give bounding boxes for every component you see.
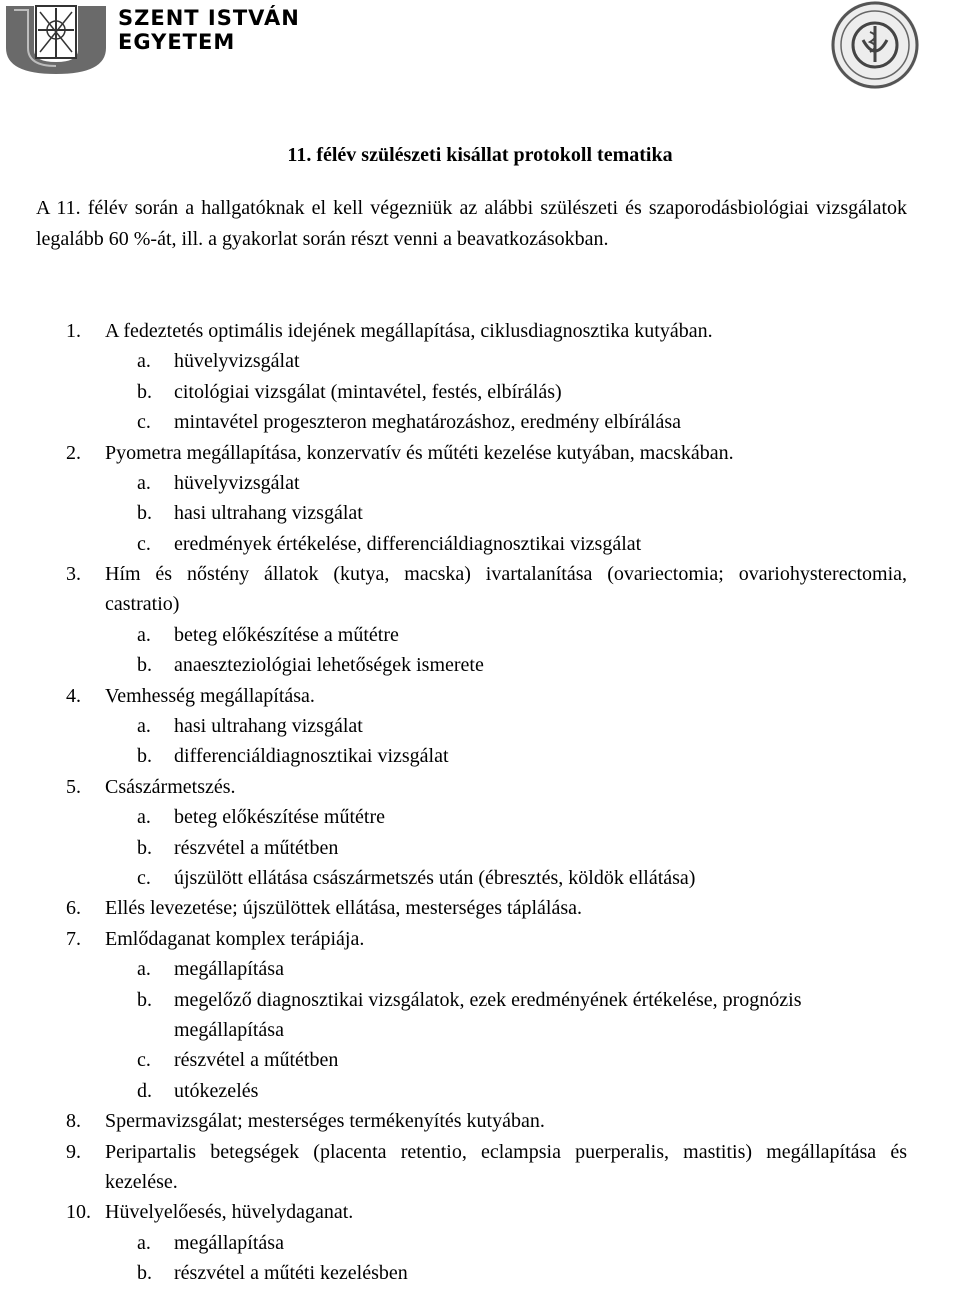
list-item-text: Ellés levezetése; újszülöttek ellátása, mesterséges táplálása. xyxy=(105,897,583,920)
sub-list-item-text: anaeszteziológiai lehetőségek ismerete xyxy=(174,654,484,677)
sub-list-item xyxy=(0,529,960,559)
sub-list-item-text: hasi ultrahang vizsgálat xyxy=(174,502,363,525)
sub-list-item-text: beteg előkészítése műtétre xyxy=(174,806,386,829)
list-item-number: 7. xyxy=(66,927,81,950)
document-title: 11. félév szülészeti kisállat protokoll tematika xyxy=(287,144,673,166)
list-item xyxy=(0,559,960,620)
list-item xyxy=(0,893,960,923)
sub-list-item-letter: b. xyxy=(137,745,152,768)
list-item xyxy=(0,924,960,954)
list-item xyxy=(0,1106,960,1136)
list-item-number: 1. xyxy=(66,320,81,342)
sub-list-item-text: megelőző diagnosztikai vizsgálatok, ezek eredményének értékelése, prognózis megállapítása xyxy=(174,988,802,1041)
university-name-line1: SZENT ISTVÁN xyxy=(118,6,300,30)
sub-list-item-letter: a. xyxy=(137,623,151,646)
list-item xyxy=(0,1197,960,1227)
sub-list-item-letter: c. xyxy=(137,1049,151,1072)
list-item-text: Peripartalis betegségek (placenta retentio, eclampsia puerperalis, mastitis) megállapítása és kezelése. xyxy=(105,1140,907,1193)
sub-list-item xyxy=(0,1228,960,1258)
sub-list-item-text: eredmények értékelése, differenciáldiagnosztikai vizsgálat xyxy=(174,532,642,555)
sub-list-item xyxy=(0,741,960,771)
sub-list-item-letter: d. xyxy=(137,1079,152,1102)
list-item xyxy=(0,438,960,468)
list-item-text: Vemhesség megállapítása. xyxy=(105,684,315,707)
list-item-number: 5. xyxy=(66,775,81,798)
sub-list-item xyxy=(0,1076,960,1106)
list-item-text: Spermavizsgálat; mesterséges termékenyítés kutyában. xyxy=(105,1110,545,1133)
sub-list-item-letter: c. xyxy=(137,867,151,890)
list-item xyxy=(0,681,960,711)
sub-list-item xyxy=(0,468,960,498)
sub-list-item-text: hüvelyvizsgálat xyxy=(174,471,300,494)
list-item-number: 2. xyxy=(66,441,81,464)
sub-list-item-letter: b. xyxy=(137,1262,152,1285)
list-item-text: Emlődaganat komplex terápiája. xyxy=(105,927,365,950)
sub-list-item-text: részvétel a műtétben xyxy=(174,1049,339,1072)
sub-list-item-letter: b. xyxy=(137,836,152,859)
sub-list-item-letter: a. xyxy=(137,806,151,829)
sub-list-item xyxy=(0,833,960,863)
sub-list-item-text: differenciáldiagnosztikai vizsgálat xyxy=(174,745,449,768)
sub-list-item-text: részvétel a műtéti kezelésben xyxy=(174,1262,408,1285)
sub-list-item-text: újszülött ellátása császármetszés után (ébresztés, köldök ellátása) xyxy=(174,867,696,890)
list-item xyxy=(0,1137,960,1198)
list-item-number: 10. xyxy=(66,1201,91,1224)
sub-list-item xyxy=(0,1258,960,1288)
sub-list-item-letter: b. xyxy=(137,380,152,403)
protocol-list xyxy=(0,316,960,1289)
sub-list-item-text: hüvelyvizsgálat xyxy=(174,350,300,373)
sub-list-item-text: megállapítása xyxy=(174,1231,284,1254)
sub-list-item-letter: c. xyxy=(137,411,151,434)
list-item-text: Császármetszés. xyxy=(105,775,236,798)
sub-list-item xyxy=(0,863,960,893)
sub-list-item xyxy=(0,407,960,437)
sub-list-item xyxy=(0,802,960,832)
sub-list-item-text: utókezelés xyxy=(174,1079,259,1102)
sub-list-item xyxy=(0,1045,960,1075)
sub-list-item-letter: c. xyxy=(137,532,151,555)
sub-list-item xyxy=(0,650,960,680)
list-item xyxy=(0,316,960,346)
list-item-text: Hím és nőstény állatok (kutya, macska) ivartalanítása (ovariectomia; ovariohysterectomia, castratio) xyxy=(105,563,907,616)
list-item-number: 6. xyxy=(66,897,81,920)
list-item xyxy=(0,772,960,802)
sub-list-item-letter: b. xyxy=(137,502,152,525)
page-header xyxy=(0,0,960,90)
university-name xyxy=(118,6,300,54)
sub-list-item xyxy=(0,377,960,407)
sub-list-item xyxy=(0,498,960,528)
list-item-number: 3. xyxy=(66,563,81,586)
list-item-text: Pyometra megállapítása, konzervatív és műtéti kezelése kutyában, macskában. xyxy=(105,441,734,464)
faculty-seal-icon xyxy=(790,0,960,90)
sub-list-item xyxy=(0,346,960,376)
sub-list-item-letter: a. xyxy=(137,471,151,494)
intro-paragraph: A 11. félév során a hallgatóknak el kell végezniük az alábbi szülészeti és szaporodásbiológiai vizsgálatok legalább 60 %-át, ill. a gyakorlat során részt venni a beavatkozásokban. xyxy=(36,197,907,250)
sub-list-item-letter: a. xyxy=(137,958,151,981)
sub-list-item-text: megállapítása xyxy=(174,958,284,981)
university-logo-icon xyxy=(4,4,108,74)
sub-list-item-letter: a. xyxy=(137,350,151,373)
sub-list-item xyxy=(0,711,960,741)
sub-list-item-letter: a. xyxy=(137,715,151,738)
list-item-number: 9. xyxy=(66,1140,81,1163)
sub-list-item xyxy=(0,985,960,1046)
list-item-number: 4. xyxy=(66,684,81,707)
sub-list-item-text: mintavétel progeszteron meghatározáshoz, eredmény elbírálása xyxy=(174,411,681,434)
list-item-text: Hüvelyelőesés, hüvelydaganat. xyxy=(105,1201,354,1224)
list-item-number: 8. xyxy=(66,1110,81,1133)
sub-list-item xyxy=(0,620,960,650)
list-item-text: A fedeztetés optimális idejének megállapítása, ciklusdiagnosztika kutyában. xyxy=(105,320,713,342)
sub-list-item-text: beteg előkészítése a műtétre xyxy=(174,623,399,646)
sub-list-item-text: hasi ultrahang vizsgálat xyxy=(174,715,363,738)
sub-list-item-text: citológiai vizsgálat (mintavétel, festés, elbírálás) xyxy=(174,380,562,403)
sub-list-item-letter: a. xyxy=(137,1231,151,1254)
sub-list-item-letter: b. xyxy=(137,654,152,677)
sub-list-item xyxy=(0,954,960,984)
university-name-line2: EGYETEM xyxy=(118,30,236,54)
sub-list-item-text: részvétel a műtétben xyxy=(174,836,339,859)
sub-list-item-letter: b. xyxy=(137,988,152,1011)
